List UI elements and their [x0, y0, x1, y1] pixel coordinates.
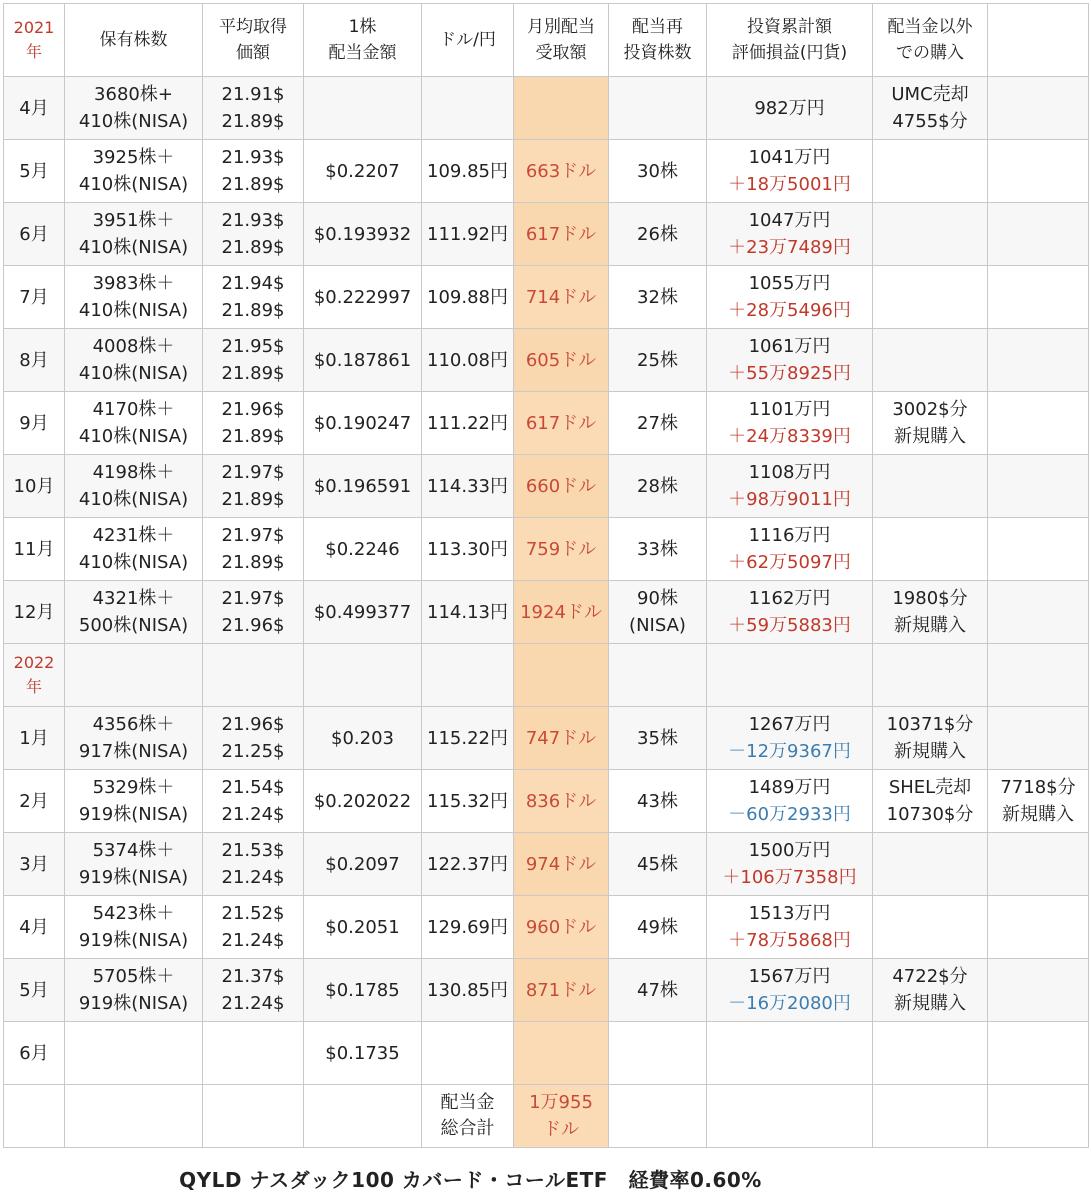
month-cell: 1月: [4, 707, 65, 770]
holdings-cell: 5374株＋ 919株(NISA): [65, 833, 203, 896]
extra-purchase-cell: [988, 455, 1089, 518]
dividend-per-share-cell: $0.2097: [304, 833, 422, 896]
table-row: [4, 833, 1089, 896]
dividend-per-share-cell: $0.499377: [304, 581, 422, 644]
total-row: [4, 1085, 1089, 1148]
other-purchase-cell: [873, 896, 988, 959]
extra-purchase-cell: [988, 959, 1089, 1022]
monthly-dividend-cell: 747ドル: [514, 707, 609, 770]
holdings-cell: 4356株＋ 917株(NISA): [65, 707, 203, 770]
reinvest-cell: [609, 77, 707, 140]
header-row: [4, 4, 1089, 77]
total-investment-cell: 1047万円 ＋23万7489円: [707, 203, 873, 266]
extra-purchase-cell: [988, 266, 1089, 329]
usd-jpy-cell: 113.30円: [422, 518, 514, 581]
other-purchase-cell: SHEL売却 10730$分: [873, 770, 988, 833]
dividend-per-share-cell: $0.2246: [304, 518, 422, 581]
avg-price-cell: 21.97$ 21.89$: [203, 455, 304, 518]
table-row: [4, 959, 1089, 1022]
monthly-dividend-cell: 974ドル: [514, 833, 609, 896]
holdings-cell: 4008株＋ 410株(NISA): [65, 329, 203, 392]
monthly-dividend-cell: 871ドル: [514, 959, 609, 1022]
holdings-cell: 5705株＋ 919株(NISA): [65, 959, 203, 1022]
total-value: 1万955 ドル: [514, 1085, 609, 1148]
avg-price-cell: 21.97$ 21.96$: [203, 581, 304, 644]
total-investment-cell: 1500万円 ＋106万7358円: [707, 833, 873, 896]
other-purchase-cell: [873, 266, 988, 329]
holdings-cell: 4170株＋ 410株(NISA): [65, 392, 203, 455]
total-label: 配当金 総合計: [422, 1085, 514, 1148]
dividend-per-share-cell: $0.196591: [304, 455, 422, 518]
dividend-per-share-cell: $0.1785: [304, 959, 422, 1022]
month-cell: 12月: [4, 581, 65, 644]
month-cell: 7月: [4, 266, 65, 329]
holdings-cell: 4231株＋ 410株(NISA): [65, 518, 203, 581]
dividend-per-share-header: 1株 配当金額: [304, 4, 422, 77]
avg-price-cell: 21.53$ 21.24$: [203, 833, 304, 896]
table-row: [4, 896, 1089, 959]
total-investment-cell: 1041万円 ＋18万5001円: [707, 140, 873, 203]
extra-purchase-cell: [988, 329, 1089, 392]
month-cell: 4月: [4, 77, 65, 140]
avg-price-cell: 21.52$ 21.24$: [203, 896, 304, 959]
total-investment-cell: 1162万円 ＋59万5883円: [707, 581, 873, 644]
extra-purchase-cell: 7718$分 新規購入: [988, 770, 1089, 833]
table-row: [4, 77, 1089, 140]
monthly-dividend-cell: 617ドル: [514, 203, 609, 266]
monthly-dividend-cell: 617ドル: [514, 392, 609, 455]
total-investment-cell: 1055万円 ＋28万5496円: [707, 266, 873, 329]
table-row: [4, 581, 1089, 644]
month-cell: 10月: [4, 455, 65, 518]
extra-purchase-cell: [988, 140, 1089, 203]
usd-jpy-cell: 111.92円: [422, 203, 514, 266]
table-row: [4, 770, 1089, 833]
usd-jpy-cell: [422, 77, 514, 140]
extra-purchase-cell: [988, 833, 1089, 896]
usd-jpy-cell: 115.32円: [422, 770, 514, 833]
dividend-per-share-cell: $0.203: [304, 707, 422, 770]
dividend-per-share-cell: $0.187861: [304, 329, 422, 392]
usd-jpy-cell: 109.85円: [422, 140, 514, 203]
avg-price-cell: 21.97$ 21.89$: [203, 518, 304, 581]
reinvest-cell: 43株: [609, 770, 707, 833]
dividend-per-share-cell: $0.222997: [304, 266, 422, 329]
avg-price-cell: 21.95$ 21.89$: [203, 329, 304, 392]
other-purchase-cell: 10371$分 新規購入: [873, 707, 988, 770]
monthly-dividend-cell: 960ドル: [514, 896, 609, 959]
avg-price-cell: 21.93$ 21.89$: [203, 140, 304, 203]
monthly-dividend-cell: 759ドル: [514, 518, 609, 581]
avg-price-cell: 21.37$ 21.24$: [203, 959, 304, 1022]
month-cell: 5月: [4, 140, 65, 203]
month-cell: 9月: [4, 392, 65, 455]
usd-jpy-cell: 115.22円: [422, 707, 514, 770]
reinvest-cell: 45株: [609, 833, 707, 896]
monthly-dividend-cell: 605ドル: [514, 329, 609, 392]
total-investment-cell: 1513万円 ＋78万5868円: [707, 896, 873, 959]
extra-purchase-cell: [988, 1022, 1089, 1085]
dividend-per-share-cell: $0.202022: [304, 770, 422, 833]
usd-jpy-cell: 109.88円: [422, 266, 514, 329]
reinvest-cell: 30株: [609, 140, 707, 203]
holdings-cell: 3951株＋ 410株(NISA): [65, 203, 203, 266]
avg-price-cell: 21.91$ 21.89$: [203, 77, 304, 140]
usd-jpy-cell: 114.13円: [422, 581, 514, 644]
year-2022-label: 2022 年: [4, 644, 65, 707]
reinvest-cell: 33株: [609, 518, 707, 581]
month-cell: 6月: [4, 1022, 65, 1085]
usd-jpy-cell: 114.33円: [422, 455, 514, 518]
usd-jpy-cell: 129.69円: [422, 896, 514, 959]
total-investment-cell: 1567万円 －16万2080円: [707, 959, 873, 1022]
month-cell: 5月: [4, 959, 65, 1022]
other-purchase-cell: 3002$分 新規購入: [873, 392, 988, 455]
monthly-dividend-header: 月別配当 受取額: [514, 4, 609, 77]
reinvest-header: 配当再 投資株数: [609, 4, 707, 77]
holdings-cell: 4198株＋ 410株(NISA): [65, 455, 203, 518]
other-purchase-cell: [873, 203, 988, 266]
reinvest-cell: 90株 (NISA): [609, 581, 707, 644]
extra-purchase-cell: [988, 707, 1089, 770]
usd-jpy-cell: 111.22円: [422, 392, 514, 455]
year-header: 2021 年: [4, 4, 65, 77]
month-cell: 11月: [4, 518, 65, 581]
table-row: [4, 1022, 1089, 1085]
dividend-per-share-cell: $0.190247: [304, 392, 422, 455]
other-purchase-cell: [873, 518, 988, 581]
total-investment-cell: 1101万円 ＋24万8339円: [707, 392, 873, 455]
other-purchase-cell: 4722$分 新規購入: [873, 959, 988, 1022]
dividend-per-share-cell: $0.193932: [304, 203, 422, 266]
reinvest-cell: 28株: [609, 455, 707, 518]
dividend-per-share-cell: $0.2051: [304, 896, 422, 959]
total-investment-cell: [707, 1022, 873, 1085]
reinvest-cell: 49株: [609, 896, 707, 959]
avg-price-cell: 21.94$ 21.89$: [203, 266, 304, 329]
total-investment-cell: 982万円: [707, 77, 873, 140]
usd-jpy-cell: 110.08円: [422, 329, 514, 392]
extra-header: [988, 4, 1089, 77]
reinvest-cell: 35株: [609, 707, 707, 770]
reinvest-cell: 47株: [609, 959, 707, 1022]
caption: QYLD ナスダック100 カバード・コールETF 経費率0.60%: [179, 1168, 762, 1192]
reinvest-cell: 26株: [609, 203, 707, 266]
monthly-dividend-cell: [514, 77, 609, 140]
usd-jpy-cell: 130.85円: [422, 959, 514, 1022]
table-row: [4, 203, 1089, 266]
total-investment-cell: 1108万円 ＋98万9011円: [707, 455, 873, 518]
monthly-dividend-cell: 836ドル: [514, 770, 609, 833]
avg-price-header: 平均取得 価額: [203, 4, 304, 77]
table-row: [4, 266, 1089, 329]
holdings-cell: 3680株+ 410株(NISA): [65, 77, 203, 140]
extra-purchase-cell: [988, 392, 1089, 455]
table-row: [4, 518, 1089, 581]
holdings-cell: 3925株＋ 410株(NISA): [65, 140, 203, 203]
holdings-header: 保有株数: [65, 4, 203, 77]
table-row: [4, 707, 1089, 770]
avg-price-cell: 21.96$ 21.89$: [203, 392, 304, 455]
month-cell: 8月: [4, 329, 65, 392]
table-row: [4, 329, 1089, 392]
monthly-dividend-cell: [514, 1022, 609, 1085]
other-purchase-cell: [873, 1022, 988, 1085]
month-cell: 6月: [4, 203, 65, 266]
other-purchase-cell: [873, 833, 988, 896]
avg-price-cell: 21.93$ 21.89$: [203, 203, 304, 266]
table-row: [4, 455, 1089, 518]
usd-jpy-header: ドル/円: [422, 4, 514, 77]
total-investment-cell: 1489万円 －60万2933円: [707, 770, 873, 833]
dividend-per-share-cell: $0.1735: [304, 1022, 422, 1085]
other-purchase-cell: UMC売却 4755$分: [873, 77, 988, 140]
reinvest-cell: [609, 1022, 707, 1085]
monthly-dividend-cell: 660ドル: [514, 455, 609, 518]
extra-purchase-cell: [988, 77, 1089, 140]
month-cell: 4月: [4, 896, 65, 959]
holdings-cell: [65, 1022, 203, 1085]
reinvest-cell: 25株: [609, 329, 707, 392]
reinvest-cell: 27株: [609, 392, 707, 455]
total-investment-cell: 1061万円 ＋55万8925円: [707, 329, 873, 392]
qyld-dividend-table: [3, 3, 1089, 1148]
dividend-per-share-cell: [304, 77, 422, 140]
extra-purchase-cell: [988, 581, 1089, 644]
other-purchase-cell: 1980$分 新規購入: [873, 581, 988, 644]
avg-price-cell: 21.96$ 21.25$: [203, 707, 304, 770]
monthly-dividend-cell: 1924ドル: [514, 581, 609, 644]
holdings-cell: 5423株＋ 919株(NISA): [65, 896, 203, 959]
monthly-dividend-cell: 663ドル: [514, 140, 609, 203]
other-purchase-cell: [873, 140, 988, 203]
holdings-cell: 3983株＋ 410株(NISA): [65, 266, 203, 329]
table-row: [4, 392, 1089, 455]
other-purchase-cell: [873, 455, 988, 518]
total-investment-header: 投資累計額 評価損益(円貨): [707, 4, 873, 77]
extra-purchase-cell: [988, 896, 1089, 959]
month-cell: 2月: [4, 770, 65, 833]
monthly-dividend-cell: 714ドル: [514, 266, 609, 329]
dividend-per-share-cell: $0.2207: [304, 140, 422, 203]
other-purchase-cell: [873, 329, 988, 392]
month-cell: 3月: [4, 833, 65, 896]
avg-price-cell: [203, 1022, 304, 1085]
table-row: [4, 140, 1089, 203]
holdings-cell: 4321株＋ 500株(NISA): [65, 581, 203, 644]
holdings-cell: 5329株＋ 919株(NISA): [65, 770, 203, 833]
extra-purchase-cell: [988, 518, 1089, 581]
extra-purchase-cell: [988, 203, 1089, 266]
usd-jpy-cell: 122.37円: [422, 833, 514, 896]
total-investment-cell: 1267万円 －12万9367円: [707, 707, 873, 770]
avg-price-cell: 21.54$ 21.24$: [203, 770, 304, 833]
total-investment-cell: 1116万円 ＋62万5097円: [707, 518, 873, 581]
other-purchase-header: 配当金以外 での購入: [873, 4, 988, 77]
usd-jpy-cell: [422, 1022, 514, 1085]
reinvest-cell: 32株: [609, 266, 707, 329]
year-2022-row: [4, 644, 1089, 707]
